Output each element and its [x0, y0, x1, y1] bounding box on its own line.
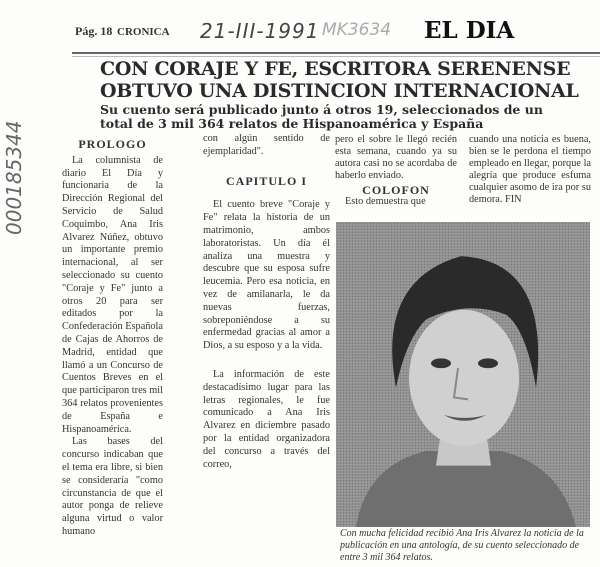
handwritten-code: MK3634 — [322, 20, 392, 40]
section-heading-prologo: PROLOGO — [78, 137, 147, 151]
page-number: Pág. 18 — [75, 24, 113, 38]
header-rule-thin — [72, 56, 600, 57]
column-1 — [62, 135, 163, 539]
header-rule — [72, 52, 600, 54]
column-3 — [335, 134, 457, 208]
paragraph: con algún sentido de ejemplaridad". — [203, 133, 330, 157]
section-heading-capitulo: CAPITULO I — [225, 173, 307, 188]
headline-line-2: OBTUVO UNA DISTINCION INTERNACIONAL — [100, 80, 579, 102]
paragraph: pero el sobre le llegó recién esta semana, cuando ya su autora casi no se acordaba de haberlo enviado. — [335, 134, 457, 181]
subtitle: Su cuento será publicado junto á otros 19, seleccionados de un total de 3 mil 364 relatos de Hispanoamérica y España — [100, 102, 543, 131]
portrait-photo — [336, 222, 590, 527]
paragraph: cuando una noticia es buena, bien se le perdona el tiempo empleado en llegar, porque la alegría que produce esfuma cualquier asomo de ira por su demora. FIN — [469, 134, 591, 205]
column-4 — [469, 134, 591, 206]
handwritten-date: 21-III-1991 — [200, 19, 320, 43]
newspaper-name: EL DIA — [424, 17, 515, 44]
paragraph: Esto demuestra que — [345, 196, 426, 207]
paragraph: La información de este destacadísimo lugar para las letras regionales, le fue comunicado a Ana Iris Alvarez en diciembre pasado por la entidad organizadora del concurso a través del correo, — [203, 368, 330, 470]
margin-handwritten-number: 000185344 — [2, 120, 26, 235]
paragraph: El cuento breve "Coraje y Fe" relata la historia de un matrimonio, ambos laboratoristas. Un día él analiza una muestra y descubre que su esposa sufre leucemia. Pero esa noticia, en vez de amilanarla, le da nuevas fuerzas, sobreponiéndose a su enfermedad gracias al amor a Dios, a su esposo y a la vida. — [203, 199, 330, 352]
paragraph: La columnista de diario El Día y funcionaria de la Dirección Regional del Servicio de Salud Coquimbo, Ana Iris Alvarez Núñez, obtuvo un importante premio internacional, al ser seleccionado su cuento "Coraje y Fe" junto a otros 20 para ser editados por la Confederación Española de Cajas de Ahorros de Madrid, entidad que llamó a un Concurso de Cuentos Breves en el que participaron tres mil 364 relatos provenientes de España e Hispanoamérica. — [62, 154, 163, 435]
section-label: CRONICA — [117, 26, 170, 38]
column-2 — [203, 133, 330, 471]
paragraph: Las bases del concurso indicaban que el tema era libre, si bien se consideraría "como circunstancia de que el autor ponga de relieve alguna virtud o valor humano — [62, 436, 163, 537]
headline-line-1: CON CORAJE Y FE, ESCRITORA SERENENSE — [100, 58, 571, 80]
section-heading-colofon: COLOFON — [362, 183, 430, 197]
photo-caption: Con mucha felicidad recibió Ana Iris Alvarez la noticia de la publicación en una antología, de su cuento seleccionado de entre 3 mil 364 relatos. — [340, 528, 584, 563]
